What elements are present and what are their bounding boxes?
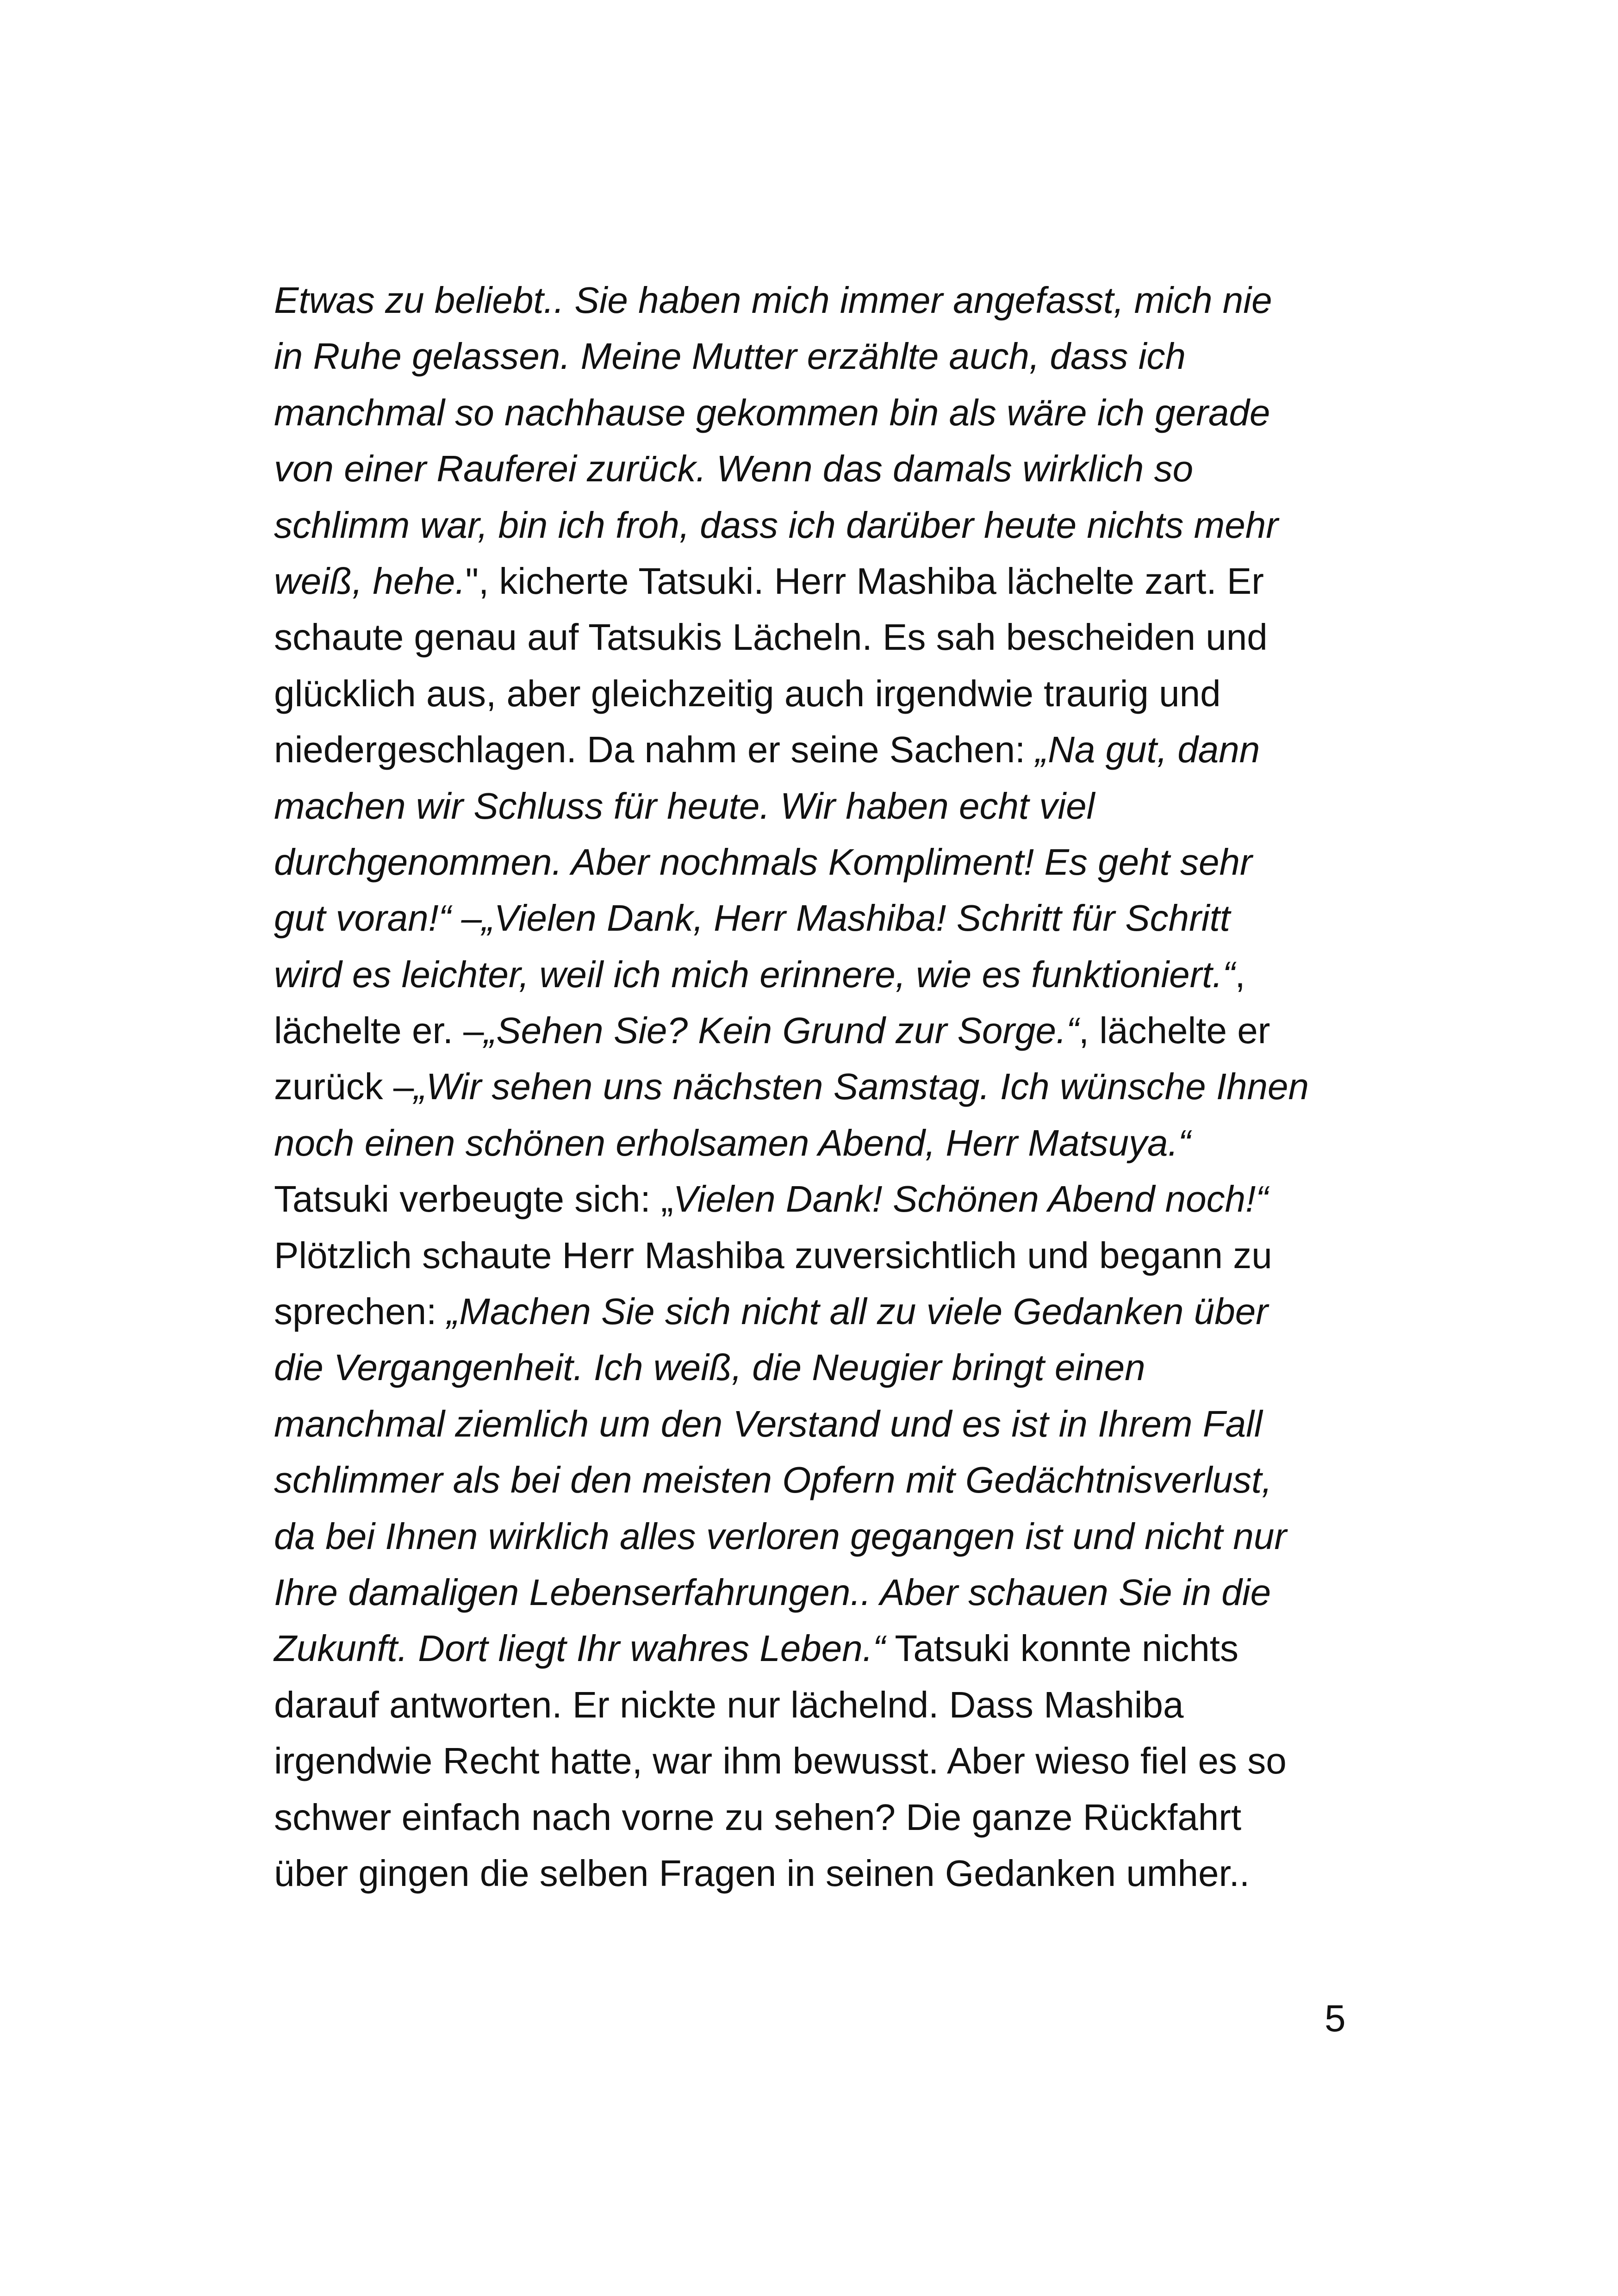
text-line xyxy=(274,1058,1352,1114)
italic-text-segment: schlimm war, bin ich froh, dass ich darüber heute nichts mehr xyxy=(274,504,1278,546)
italic-text-segment: Zukunft. Dort liegt Ihr wahres Leben.“ xyxy=(274,1628,885,1669)
body-text xyxy=(274,272,1352,1901)
text-line xyxy=(274,1789,1352,1845)
text-segment: Plötzlich schaute Herr Mashiba zuversichtlich und begann zu xyxy=(274,1234,1272,1276)
italic-text-segment: weiß, hehe. xyxy=(274,560,466,602)
italic-text-segment: noch einen schönen erholsamen Abend, Herr Matsuya.“ xyxy=(274,1122,1191,1164)
italic-text-segment: „Wir sehen uns nächsten Samstag. Ich wünsche Ihnen xyxy=(414,1066,1309,1108)
text-line xyxy=(274,272,1352,328)
text-segment: Tatsuki verbeugte sich: „ xyxy=(274,1178,673,1220)
text-line xyxy=(274,1171,1352,1227)
italic-text-segment: Ihre damaligen Lebenserfahrungen.. Aber schauen Sie in die xyxy=(274,1571,1271,1613)
text-line xyxy=(274,1733,1352,1789)
italic-text-segment: Etwas zu beliebt.. Sie haben mich immer angefasst, mich nie xyxy=(274,280,1272,321)
italic-text-segment: von einer Rauferei zurück. Wenn das damals wirklich so xyxy=(274,448,1194,490)
italic-text-segment: schlimmer als bei den meisten Opfern mit Gedächtnisverlust, xyxy=(274,1459,1272,1501)
text-line xyxy=(274,946,1352,1002)
text-line xyxy=(274,1845,1352,1901)
italic-text-segment: da bei Ihnen wirklich alles verloren gegangen ist und nicht nur xyxy=(274,1515,1287,1557)
text-segment: glücklich aus, aber gleichzeitig auch irgendwie traurig und xyxy=(274,672,1221,714)
text-segment: , xyxy=(1235,953,1245,995)
text-line xyxy=(274,1677,1352,1733)
italic-text-segment: die Vergangenheit. Ich weiß, die Neugier bringt einen xyxy=(274,1347,1145,1388)
text-segment: schwer einfach nach vorne zu sehen? Die ganze Rückfahrt xyxy=(274,1796,1242,1838)
italic-text-segment: „Na gut, dann xyxy=(1035,729,1260,771)
text-segment: ", kicherte Tatsuki. Herr Mashiba lächelte zart. Er xyxy=(465,560,1264,602)
text-line xyxy=(274,890,1352,946)
italic-text-segment: „Machen Sie sich nicht all zu viele Gedanken über xyxy=(447,1291,1268,1332)
text-segment: sprechen: xyxy=(274,1291,447,1332)
text-line xyxy=(274,778,1352,834)
text-line xyxy=(274,1620,1352,1676)
text-line xyxy=(274,1002,1352,1058)
text-segment: zurück – xyxy=(274,1066,414,1108)
italic-text-segment: Vielen Dank! Schönen Abend noch!“ xyxy=(673,1178,1268,1220)
italic-text-segment: manchmal so nachhause gekommen bin als wäre ich gerade xyxy=(274,392,1270,433)
text-segment: darauf antworten. Er nickte nur lächelnd. Dass Mashiba xyxy=(274,1684,1184,1725)
italic-text-segment: „Sehen Sie? Kein Grund zur Sorge.“ xyxy=(484,1010,1079,1052)
italic-text-segment: in Ruhe gelassen. Meine Mutter erzählte auch, dass ich xyxy=(274,336,1186,377)
text-line xyxy=(274,609,1352,665)
text-segment: Tatsuki konnte nichts xyxy=(885,1628,1239,1669)
italic-text-segment: manchmal ziemlich um den Verstand und es ist in Ihrem Fall xyxy=(274,1403,1263,1444)
text-segment: , lächelte er xyxy=(1078,1010,1270,1052)
text-line xyxy=(274,722,1352,778)
italic-text-segment: gut voran!“ –„Vielen Dank, Herr Mashiba! Schritt für Schritt xyxy=(274,897,1231,939)
text-line xyxy=(274,497,1352,553)
italic-text-segment: machen wir Schluss für heute. Wir haben echt viel xyxy=(274,785,1095,827)
text-segment: schaute genau auf Tatsukis Lächeln. Es sah bescheiden und xyxy=(274,616,1268,658)
text-line xyxy=(274,385,1352,441)
text-line xyxy=(274,1283,1352,1339)
text-line xyxy=(274,1339,1352,1395)
text-segment: über gingen die selben Fragen in seinen Gedanken umher.. xyxy=(274,1852,1250,1894)
italic-text-segment: wird es leichter, weil ich mich erinnere, wie es funktioniert.“ xyxy=(274,953,1235,995)
text-line xyxy=(274,1227,1352,1283)
page-number: 5 xyxy=(1325,1997,1346,2040)
text-line xyxy=(274,1452,1352,1508)
italic-text-segment: durchgenommen. Aber nochmals Kompliment! Es geht sehr xyxy=(274,841,1252,883)
text-line xyxy=(274,328,1352,384)
text-segment: irgendwie Recht hatte, war ihm bewusst. Aber wieso fiel es so xyxy=(274,1740,1287,1782)
text-line xyxy=(274,1115,1352,1171)
text-line xyxy=(274,834,1352,890)
text-line xyxy=(274,1396,1352,1452)
text-segment: niedergeschlagen. Da nahm er seine Sachen: xyxy=(274,729,1036,771)
text-line xyxy=(274,441,1352,497)
text-line xyxy=(274,1564,1352,1620)
text-line xyxy=(274,553,1352,609)
text-line xyxy=(274,666,1352,722)
text-segment: lächelte er. – xyxy=(274,1010,484,1052)
text-line xyxy=(274,1508,1352,1564)
